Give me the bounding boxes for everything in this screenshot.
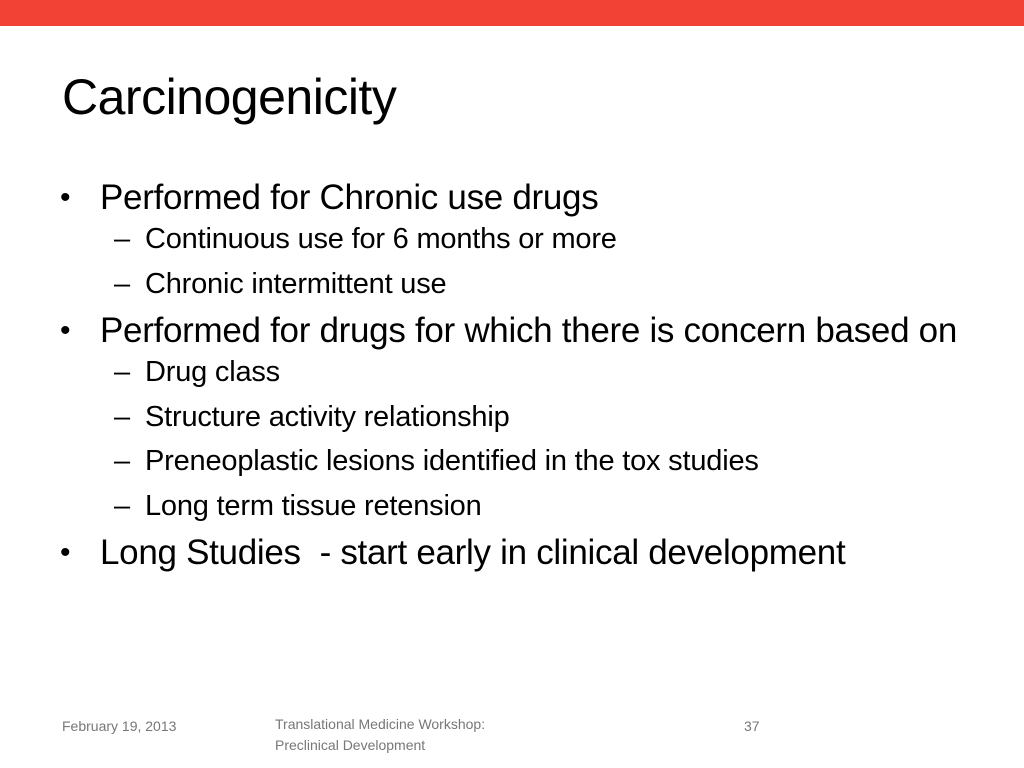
bullet-text: Performed for drugs for which there is concern based on [100,311,957,350]
dash-icon: – [114,400,130,433]
sub-list [58,222,958,301]
sub-bullet-text: Drug class [145,356,280,388]
sub-bullet-item [58,400,958,434]
sub-bullet-text: Long term tissue retension [145,489,482,522]
sub-bullet-text: Continuous use for 6 months or more [145,223,617,255]
sub-list [58,355,958,523]
bullet-text: Long Studies - start early in clinical development [100,533,846,572]
sub-bullet-text: Structure activity relationship [145,400,510,433]
dash-icon: – [114,489,130,522]
sub-bullet-item [58,222,958,256]
sub-bullet-text: Preneoplastic lesions identified in the tox studies [145,445,759,477]
sub-bullet-item [58,267,958,301]
dash-icon: – [114,223,130,255]
sub-bullet-item [58,355,958,389]
slide-title: Carcinogenicity [62,69,397,125]
footer-title-line: Preclinical Development [275,737,426,753]
bullet-dot-icon: • [60,536,71,569]
accent-bar [0,0,1024,26]
bullet-item [58,533,958,573]
sub-bullet-item [58,489,958,523]
sub-bullet-item [58,444,958,478]
bullet-text: Performed for Chronic use drugs [100,178,599,217]
bullet-item [58,178,958,301]
slide-content [58,178,958,580]
bullet-dot-icon: • [60,314,71,347]
bullet-item [58,311,958,523]
bullet-dot-icon: • [60,181,71,214]
footer-title [275,714,485,756]
dash-icon: – [114,356,130,388]
sub-bullet-text: Chronic intermittent use [145,267,447,300]
footer-title-line: Translational Medicine Workshop: [275,716,486,732]
dash-icon: – [114,267,130,300]
dash-icon: – [114,445,130,477]
footer-date: February 19, 2013 [62,718,177,734]
page-number: 37 [744,718,760,734]
